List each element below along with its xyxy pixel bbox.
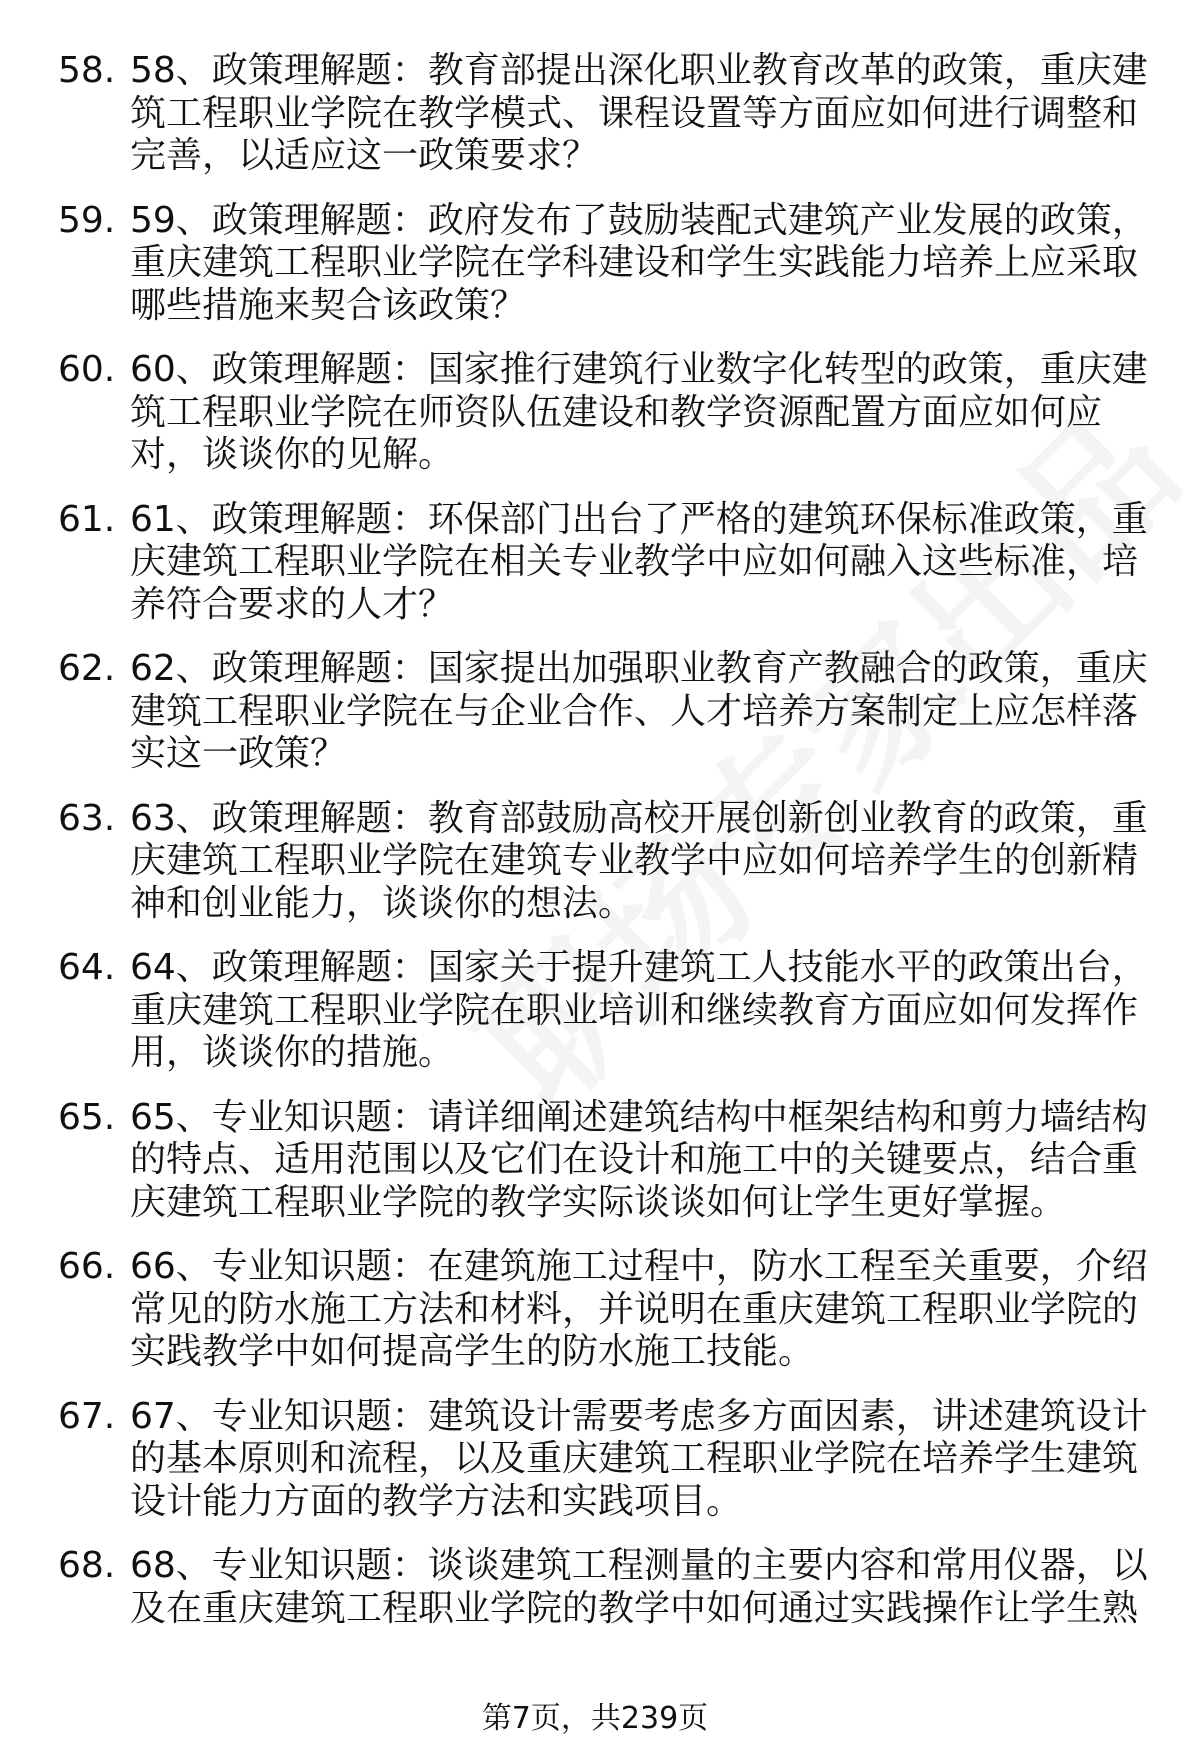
question-text: 60、政策理解题：国家推行建筑行业数字化转型的政策，重庆建筑工程职业学院在师资队伍建设和教学资源配置方面应如何应对，谈谈你的见解。 [130, 349, 1148, 475]
question-text: 68、专业知识题：谈谈建筑工程测量的主要内容和常用仪器，以及在重庆建筑工程职业学院的教学中如何通过实践操作让学生熟 [130, 1545, 1148, 1629]
question-item [58, 648, 1158, 776]
question-text: 59、政策理解题：政府发布了鼓励装配式建筑产业发展的政策，重庆建筑工程职业学院在学科建设和学生实践能力培养上应采取哪些措施来契合该政策？ [130, 199, 1148, 326]
question-number: 64. [58, 947, 116, 988]
question-text: 61、政策理解题：环保部门出台了严格的建筑环保标准政策，重庆建筑工程职业学院在相关专业教学中应如何融入这些标准，培养符合要求的人才？ [130, 498, 1148, 625]
question-number: 68. [58, 1545, 116, 1586]
question-item [58, 1545, 1158, 1630]
question-item [58, 349, 1158, 477]
question-item [58, 499, 1158, 627]
question-item [58, 1396, 1158, 1524]
question-item [58, 798, 1158, 926]
question-text: 62、政策理解题：国家提出加强职业教育产教融合的政策，重庆建筑工程职业学院在与企业合作、人才培养方案制定上应怎样落实这一政策？ [130, 648, 1148, 774]
question-text: 65、专业知识题：请详细阐述建筑结构中框架结构和剪力墙结构的特点、适用范围以及它们在设计和施工中的关键要点，结合重庆建筑工程职业学院的教学实际谈谈如何让学生更好掌握。 [130, 1096, 1148, 1223]
question-text: 58、政策理解题：教育部提出深化职业教育改革的政策，重庆建筑工程职业学院在教学模式、课程设置等方面应如何进行调整和完善，以适应这一政策要求？ [130, 50, 1148, 176]
page-footer: 第7页，共239页 [481, 1701, 709, 1736]
question-number: 63. [58, 797, 116, 839]
question-text: 67、专业知识题：建筑设计需要考虑多方面因素，讲述建筑设计的基本原则和流程，以及重庆建筑工程职业学院在培养学生建筑设计能力方面的教学方法和实践项目。 [130, 1395, 1148, 1522]
question-number: 67. [58, 1395, 116, 1437]
question-number: 60. [58, 349, 116, 390]
question-number: 61. [58, 498, 116, 540]
question-item [58, 200, 1158, 328]
question-text: 64、政策理解题：国家关于提升建筑工人技能水平的政策出台，重庆建筑工程职业学院在职业培训和继续教育方面应如何发挥作用，谈谈你的措施。 [130, 947, 1148, 1073]
question-number: 59. [58, 199, 116, 241]
question-item [58, 1097, 1158, 1225]
question-text: 63、政策理解题：教育部鼓励高校开展创新创业教育的政策，重庆建筑工程职业学院在建筑专业教学中应如何培养学生的创新精神和创业能力，谈谈你的想法。 [130, 797, 1148, 924]
question-item [58, 947, 1158, 1075]
question-number: 65. [58, 1096, 116, 1138]
question-text: 66、专业知识题：在建筑施工过程中，防水工程至关重要，介绍常见的防水施工方法和材料，并说明在重庆建筑工程职业学院的实践教学中如何提高学生的防水施工技能。 [130, 1246, 1148, 1372]
question-number: 62. [58, 648, 116, 689]
question-list [58, 50, 1158, 1652]
question-item [58, 1246, 1158, 1374]
question-number: 66. [58, 1246, 116, 1287]
question-number: 58. [58, 50, 116, 91]
question-item [58, 50, 1158, 178]
